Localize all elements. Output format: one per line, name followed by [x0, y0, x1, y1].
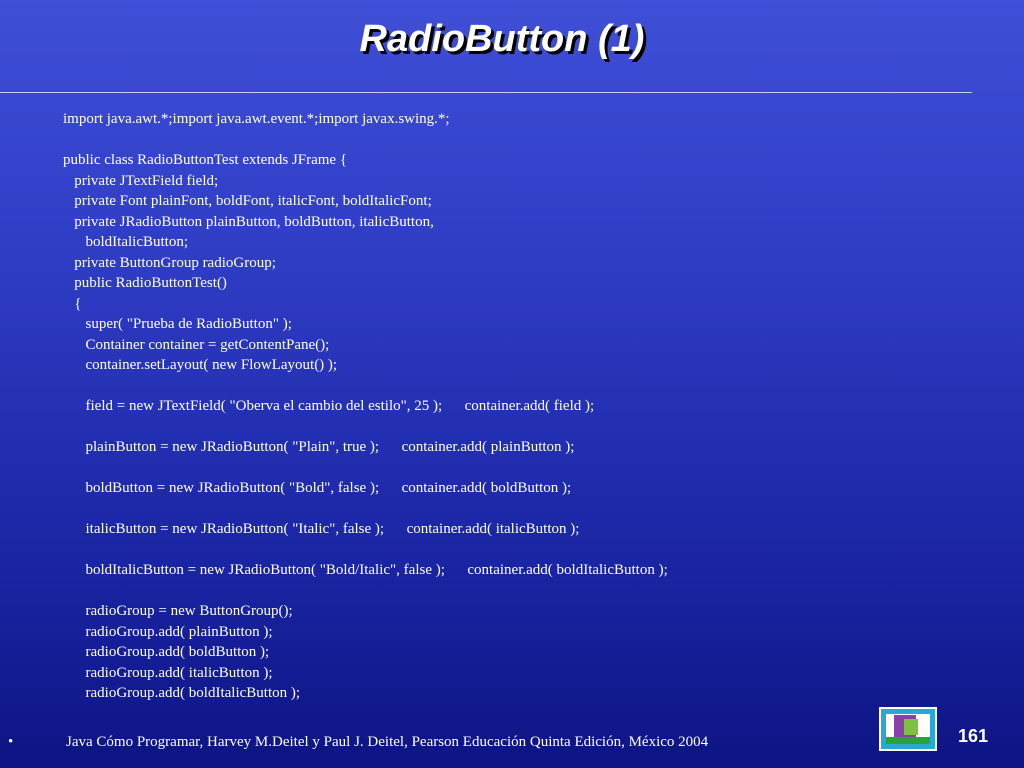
title-divider	[0, 92, 972, 93]
code-line: private JRadioButton plainButton, boldButton, italicButton,	[63, 213, 434, 230]
code-line: field = new JTextField( "Oberva el cambio del estilo", 25 ); container.add( field );	[63, 398, 595, 414]
code-line: plainButton = new JRadioButton( "Plain", true ); container.add( plainButton );	[63, 439, 575, 455]
code-line: boldItalicButton;	[63, 234, 188, 250]
code-line: radioGroup.add( boldButton );	[63, 644, 270, 660]
code-line: super( "Prueba de RadioButton" );	[63, 316, 292, 332]
code-line	[63, 376, 993, 397]
code-line: private JTextField field;	[63, 172, 219, 189]
code-line: Container container = getContentPane();	[63, 336, 330, 353]
logo-mark-green	[904, 719, 918, 735]
code-line: {	[63, 295, 82, 312]
logo-bar	[886, 737, 930, 744]
code-line: radioGroup.add( plainButton );	[63, 623, 273, 640]
code-line	[63, 458, 993, 479]
code-line: private Font plainFont, boldFont, italicFont, boldItalicFont;	[63, 193, 432, 209]
code-line: private ButtonGroup radioGroup;	[63, 254, 276, 271]
code-line: boldButton = new JRadioButton( "Bold", false ); container.add( boldButton );	[63, 480, 572, 496]
code-line: container.setLayout( new FlowLayout() );	[63, 357, 338, 373]
code-block	[63, 109, 993, 704]
code-line	[63, 581, 993, 602]
code-line: public RadioButtonTest()	[63, 275, 227, 291]
code-line	[63, 540, 993, 561]
code-line: import java.awt.*;import java.awt.event.*;import javax.swing.*;	[63, 111, 450, 127]
page-number: 161	[958, 726, 989, 746]
code-line: public class RadioButtonTest extends JFrame {	[63, 152, 348, 168]
code-line: italicButton = new JRadioButton( "Italic", false ); container.add( italicButton );	[63, 521, 580, 537]
code-line: radioGroup = new ButtonGroup();	[63, 603, 293, 619]
code-line: radioGroup.add( italicButton );	[63, 664, 273, 681]
code-line	[63, 417, 993, 438]
code-line	[63, 499, 993, 520]
code-line: boldItalicButton = new JRadioButton( "Bold/Italic", false ); container.add( boldItalicButton );	[63, 562, 668, 578]
footer-bullet: •	[8, 734, 14, 750]
institution-logo-icon	[879, 707, 937, 751]
footer-citation: Java Cómo Programar, Harvey M.Deitel y Paul J. Deitel, Pearson Educación Quinta Edición, México 2004	[66, 734, 709, 750]
code-line: radioGroup.add( boldItalicButton );	[63, 685, 301, 701]
slide-title: RadioButton (1)	[359, 18, 645, 60]
code-line	[63, 130, 993, 151]
